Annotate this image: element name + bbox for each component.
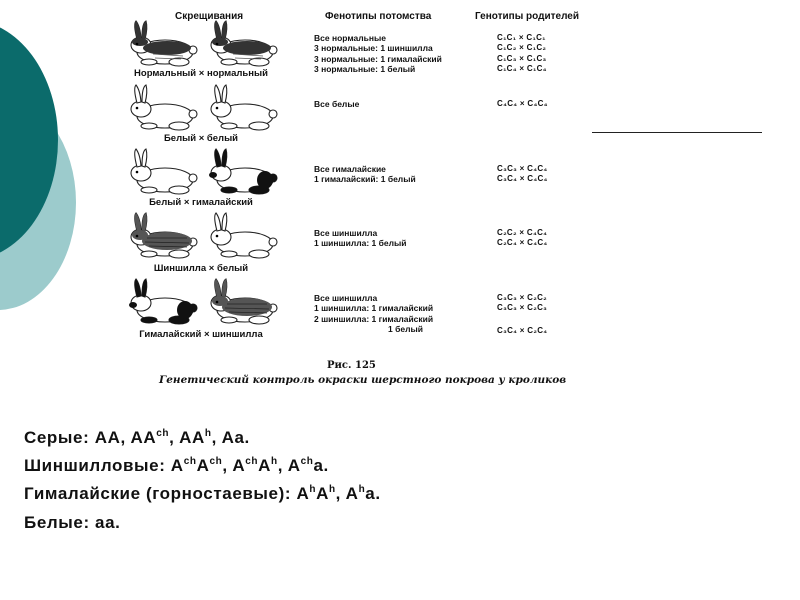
rabbit-white-icon bbox=[203, 212, 283, 260]
genotype-label: Шиншилловые: bbox=[24, 456, 171, 475]
genotype-label: Гималайские (горностаевые): bbox=[24, 484, 297, 503]
phenotype-line: 2 шиншилла: 1 гималайский bbox=[314, 313, 434, 324]
genotype-line: C₃C₃ × C₂C₃ bbox=[497, 303, 548, 313]
allele-text: A bbox=[170, 456, 184, 475]
allele-superscript: ch bbox=[209, 456, 223, 467]
horizontal-rule bbox=[592, 132, 762, 133]
allele-text: A bbox=[196, 456, 210, 475]
phenotype-line: Все шиншилла bbox=[314, 228, 378, 238]
allele-text: , Aa. bbox=[211, 428, 250, 447]
genotype-line-chinchilla bbox=[24, 456, 329, 476]
rabbit-white-icon bbox=[123, 84, 203, 132]
allele-superscript: ch bbox=[245, 456, 259, 467]
figure-caption: Генетический контроль окраски шерстного покрова у кроликов bbox=[159, 374, 567, 386]
phenotype-line: 1 гималайский: 1 белый bbox=[314, 174, 416, 185]
genotype-line: C₂C₂ × C₄C₄ bbox=[497, 228, 548, 237]
genotype-line-white bbox=[24, 513, 120, 533]
phenotype-line: Все белые bbox=[314, 99, 360, 109]
phenotype-line: 3 нормальные: 1 гималайский bbox=[314, 53, 442, 64]
phenotype-line: Все гималайские bbox=[314, 164, 386, 174]
allele-text: , A bbox=[335, 484, 359, 503]
figure-number: Рис. 125 bbox=[327, 360, 376, 371]
phenotype-line: Все нормальные bbox=[314, 33, 387, 43]
phenotype-line: 3 нормальные: 1 шиншилла bbox=[314, 43, 433, 54]
phenotype-list bbox=[314, 99, 359, 109]
genotype-list bbox=[497, 99, 548, 109]
allele-superscript: h bbox=[204, 428, 212, 439]
genotype-line-himalayan bbox=[24, 484, 381, 504]
genotype-line: C₁C₄ × C₁C₄ bbox=[497, 64, 547, 74]
cross-label: Гималайский × шиншилла bbox=[139, 329, 263, 340]
genotype-line: C₂C₄ × C₄C₄ bbox=[497, 238, 548, 248]
genotype-list bbox=[497, 293, 547, 336]
rabbit-coat-figure bbox=[117, 0, 589, 392]
rabbit-himalayan-icon bbox=[123, 278, 203, 328]
genotype-label: Белые: bbox=[24, 513, 96, 532]
phenotype-line: 1 шиншилла: 1 белый bbox=[314, 238, 407, 249]
genotype-list bbox=[497, 164, 548, 185]
allele-superscript: ch bbox=[183, 456, 197, 467]
phenotype-list bbox=[314, 293, 433, 335]
allele-text: aa. bbox=[95, 513, 121, 532]
allele-superscript: h bbox=[328, 484, 336, 495]
header-crosses: Скрещивания bbox=[175, 11, 244, 22]
phenotype-list bbox=[314, 228, 407, 249]
rabbit-white-icon bbox=[123, 148, 203, 196]
cross-label: Белый × белый bbox=[163, 133, 239, 144]
header-parent-genotypes: Генотипы родителей bbox=[475, 11, 579, 22]
allele-superscript: h bbox=[271, 456, 278, 467]
rabbit-normal-icon bbox=[123, 20, 203, 68]
phenotype-line: 1 белый bbox=[388, 324, 423, 335]
allele-superscript: ch bbox=[156, 428, 170, 439]
genotype-line: C₁C₂ × C₁C₂ bbox=[497, 43, 547, 53]
genotype-line: C₁C₁ × C₁C₁ bbox=[497, 33, 546, 42]
rabbit-white-icon bbox=[203, 84, 283, 132]
genotype-line: C₃C₄ × C₂C₄ bbox=[497, 325, 548, 335]
allele-text: A bbox=[296, 484, 310, 503]
genotype-line: C₃C₃ × C₂C₂ bbox=[497, 293, 548, 302]
genotype-list bbox=[497, 228, 548, 249]
cross-label: Белый × гималайский bbox=[149, 197, 253, 208]
allele-superscript: h bbox=[309, 484, 317, 495]
phenotype-list bbox=[314, 33, 442, 75]
cross-label: Шиншилла × белый bbox=[153, 263, 249, 274]
allele-text: , A bbox=[277, 456, 301, 475]
allele-text: , AA bbox=[120, 428, 157, 447]
allele-text: a. bbox=[313, 456, 329, 475]
header-offspring-phenotypes: Фенотипы потомства bbox=[325, 11, 432, 22]
allele-text: A bbox=[316, 484, 329, 503]
phenotype-line: 1 шиншилла: 1 гималайский bbox=[314, 303, 434, 314]
allele-text: , AA bbox=[169, 428, 205, 447]
phenotype-line: Все шиншилла bbox=[314, 293, 378, 303]
genotype-line: C₃C₄ × C₄C₄ bbox=[497, 174, 548, 184]
rabbit-normal-icon bbox=[203, 20, 283, 68]
genotype-line: C₄C₄ × C₄C₄ bbox=[497, 99, 548, 108]
phenotype-list bbox=[314, 164, 416, 185]
allele-superscript: ch bbox=[300, 456, 314, 467]
genotype-label: Серые: bbox=[24, 428, 95, 447]
allele-text: A bbox=[258, 456, 271, 475]
rabbit-chinchilla-icon bbox=[123, 212, 203, 260]
allele-text: a. bbox=[365, 484, 381, 503]
genotype-line-gray bbox=[24, 428, 250, 448]
rabbit-chinchilla-icon bbox=[203, 278, 283, 328]
allele-text: AA bbox=[94, 428, 121, 447]
genotype-line: C₃C₃ × C₄C₄ bbox=[497, 164, 548, 173]
phenotype-line: 3 нормальные: 1 белый bbox=[314, 64, 416, 75]
allele-superscript: h bbox=[358, 484, 366, 495]
cross-label: Нормальный × нормальный bbox=[134, 68, 268, 79]
allele-text: , A bbox=[222, 456, 246, 475]
genotype-line: C₁C₃ × C₁C₃ bbox=[497, 53, 547, 63]
rabbit-himalayan-icon bbox=[203, 148, 283, 196]
genotype-list bbox=[497, 33, 547, 75]
